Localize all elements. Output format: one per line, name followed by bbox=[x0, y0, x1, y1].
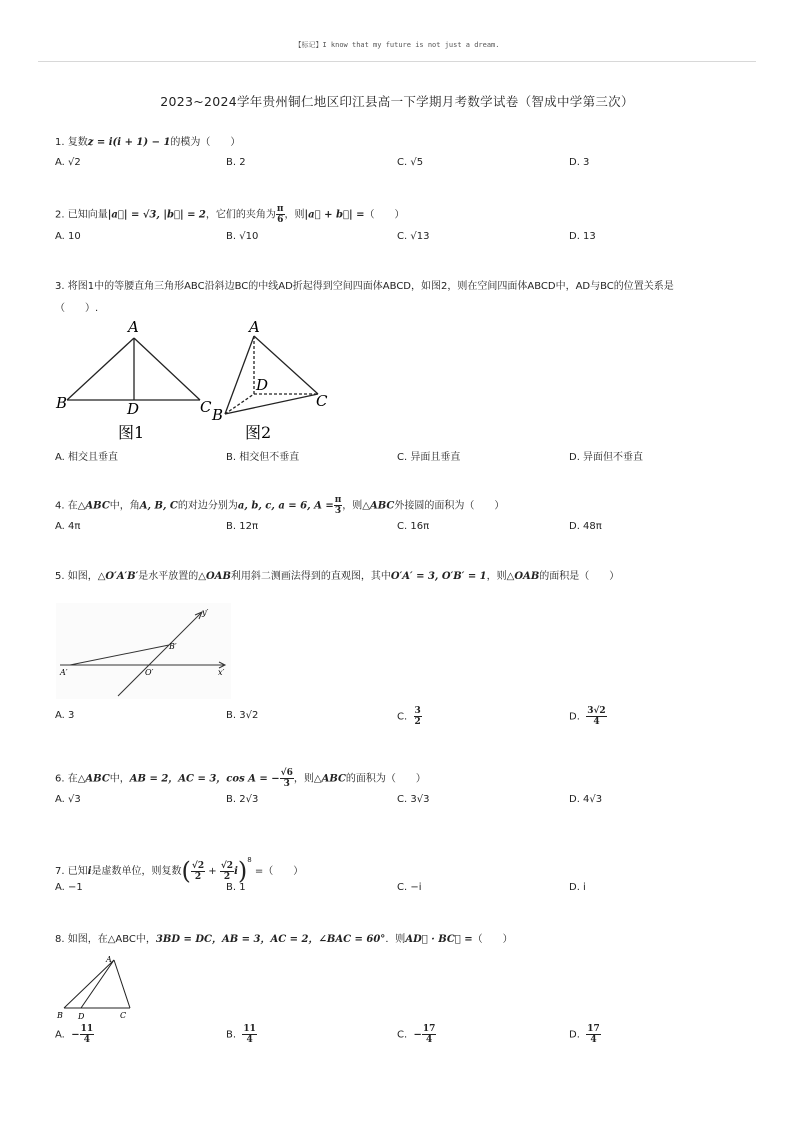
question-2-stem bbox=[55, 204, 745, 225]
q7-prefix: 7. 已知 bbox=[55, 866, 88, 877]
q3-figure-2 bbox=[225, 336, 318, 414]
header-divider bbox=[38, 61, 756, 62]
q5-math3: O′A′ = 3, O′B′ = 1 bbox=[390, 571, 487, 582]
fig5-label-a: A′ bbox=[60, 668, 68, 677]
fig8-edge-ac bbox=[114, 960, 130, 1008]
q4-option-a[interactable]: A. 4π bbox=[55, 521, 81, 532]
q7-option-a[interactable]: A. −1 bbox=[55, 882, 83, 893]
page-title: 2023~2024学年贵州铜仁地区印江县高一下学期月考数学试卷（智成中学第三次） bbox=[160, 94, 634, 109]
q2-mid2: ，则 bbox=[284, 209, 305, 221]
q5-math4: OAB bbox=[514, 571, 540, 582]
fig5-label-x: x′ bbox=[218, 668, 225, 677]
q6-math3: ABC bbox=[321, 773, 346, 785]
q7-math: i bbox=[87, 866, 92, 877]
fig2-label-d: D bbox=[256, 376, 269, 394]
q6-option-c[interactable]: C. 3√3 bbox=[397, 794, 430, 805]
q2-suffix: （ ） bbox=[364, 209, 405, 221]
q5-figure-bg bbox=[56, 603, 231, 699]
q4-math4: ABC bbox=[370, 500, 395, 512]
q5-option-b[interactable]: B. 3√2 bbox=[226, 710, 259, 721]
q7-option-b[interactable]: B. 1 bbox=[226, 882, 246, 893]
q4-option-d[interactable]: D. 48π bbox=[569, 521, 602, 532]
q6-mid2: ，则△ bbox=[293, 773, 322, 785]
q6-math: ABC bbox=[85, 773, 110, 785]
question-5-options bbox=[55, 706, 745, 736]
fig2-caption: 图2 bbox=[245, 423, 272, 442]
question-8-options bbox=[55, 1024, 745, 1054]
question-6-stem bbox=[55, 768, 745, 789]
fig1-edge-ab bbox=[67, 338, 134, 400]
fig2-label-c: C bbox=[316, 392, 328, 410]
q5-mid2: 利用斜二测画法得到的直观图，其中 bbox=[230, 571, 391, 582]
q5-mid3: ，则△ bbox=[486, 571, 515, 582]
q1-suffix: 的模为（ ） bbox=[170, 137, 241, 148]
q7-suffix: =（ ） bbox=[254, 866, 304, 877]
fig2-label-a: A bbox=[249, 318, 260, 336]
q8-option-a[interactable]: A. − $\frac{11}{4}$ bbox=[55, 1024, 94, 1045]
fig2-edge-ab bbox=[225, 336, 254, 414]
q3-figures bbox=[52, 318, 342, 446]
question-8-stem bbox=[55, 933, 745, 947]
q6-prefix: 6. 在△ bbox=[55, 773, 86, 785]
question-3-options bbox=[55, 448, 745, 478]
header-note: 【标记】I know that my future is not just a dream. bbox=[294, 41, 500, 49]
question-2-options bbox=[55, 231, 745, 261]
q8-math2: AD⃗ · BC⃗ = bbox=[405, 934, 473, 945]
q1-option-c[interactable]: C. √5 bbox=[397, 157, 424, 168]
question-1-options bbox=[55, 157, 745, 187]
q1-option-d[interactable]: D. 3 bbox=[569, 157, 590, 168]
fig8-label-c: C bbox=[120, 1011, 127, 1020]
q5-math: O′A′B′ bbox=[105, 571, 139, 582]
q2-math: |a⃗| = √3, |b⃗| = 2 bbox=[107, 209, 206, 221]
q7-option-c[interactable]: C. −i bbox=[397, 882, 422, 893]
q5-option-a[interactable]: A. 3 bbox=[55, 710, 75, 721]
q6-mid: 中， bbox=[109, 773, 130, 785]
q7-imag-unit: i bbox=[234, 866, 238, 877]
fig5-label-b: B′ bbox=[169, 642, 177, 651]
q8-figure bbox=[54, 952, 144, 1022]
q6-option-b[interactable]: B. 2√3 bbox=[226, 794, 259, 805]
fig1-edge-ac bbox=[134, 338, 200, 400]
q3-option-c[interactable]: C. 异面且垂直 bbox=[397, 452, 461, 463]
q3-option-b[interactable]: B. 相交但不垂直 bbox=[226, 452, 300, 463]
q8-suffix: （ ） bbox=[472, 934, 513, 945]
fig1-label-a: A bbox=[128, 318, 139, 336]
q8-mid: ．则 bbox=[385, 934, 406, 945]
q6-option-a[interactable]: A. √3 bbox=[55, 794, 81, 805]
q4-angle-fraction: $\frac{\pi}{3}$ bbox=[334, 495, 342, 516]
q4-suffix: 外接圆的面积为（ ） bbox=[394, 500, 505, 512]
q5-prefix: 5. 如图，△ bbox=[55, 571, 106, 582]
q3-line1: 3. 将图1中的等腰直角三角形ABC沿斜边BC的中线AD折起得到空间四面体ABCD，如图2，则在空间四面体ABCD中，AD与BC的位置关系是 bbox=[55, 281, 674, 292]
q6-cos-fraction: $\frac{√6}{3}$ bbox=[280, 768, 293, 789]
q8-option-d[interactable]: D. $\frac{17}{4}$ bbox=[569, 1024, 600, 1045]
q5-mid: 是水平放置的△ bbox=[138, 571, 206, 582]
fig8-label-b: B bbox=[57, 1011, 63, 1020]
q8-prefix: 8. 如图，在△ABC中， bbox=[55, 934, 156, 945]
fig5-label-y: y′ bbox=[202, 608, 209, 617]
q8-math: 3BD = DC，AB = 3，AC = 2，∠BAC = 60° bbox=[155, 934, 386, 945]
q2-option-b[interactable]: B. √10 bbox=[226, 231, 259, 242]
question-4-options bbox=[55, 521, 745, 551]
q4-mid3: ，则△ bbox=[342, 500, 370, 512]
q1-option-a[interactable]: A. √2 bbox=[55, 157, 81, 168]
question-3-stem bbox=[55, 280, 745, 316]
fig1-label-b: B bbox=[56, 394, 68, 412]
q5-math2: OAB bbox=[205, 571, 231, 582]
q7-mid: 是虚数单位，则复数 bbox=[91, 866, 182, 877]
fig1-caption: 图1 bbox=[118, 423, 145, 442]
q1-prefix: 1. 复数 bbox=[55, 137, 88, 148]
question-6-options bbox=[55, 794, 745, 824]
fig2-label-b: B bbox=[212, 406, 224, 424]
q2-prefix: 2. 已知向量 bbox=[55, 209, 108, 221]
q5-suffix: 的面积是（ ） bbox=[539, 571, 620, 582]
q4-math: ABC bbox=[85, 500, 110, 512]
fig1-label-d: D bbox=[127, 400, 140, 418]
q3-option-d[interactable]: D. 异面但不垂直 bbox=[569, 452, 644, 463]
q7-option-d[interactable]: D. i bbox=[569, 882, 586, 893]
q2-option-d[interactable]: D. 13 bbox=[569, 231, 596, 242]
q4-mid: 中，角 bbox=[109, 500, 140, 512]
q4-mid2: 的对边分别为 bbox=[177, 500, 238, 512]
q4-option-b[interactable]: B. 12π bbox=[226, 521, 258, 532]
fig8-segment-ad bbox=[81, 960, 114, 1008]
q8-option-c[interactable]: C. − $\frac{17}{4}$ bbox=[397, 1024, 436, 1045]
q1-option-b[interactable]: B. 2 bbox=[226, 157, 246, 168]
question-1-stem bbox=[55, 136, 745, 150]
question-7-stem: 7. 已知i是虚数单位，则复数( $\frac{√2}{2}$ + $\frac{√2}{2}$ i)$^8$ =（ ） bbox=[55, 856, 304, 885]
q4-math2: A, B, C bbox=[139, 500, 178, 512]
fig8-label-d: D bbox=[78, 1012, 85, 1021]
q2-option-a[interactable]: A. 10 bbox=[55, 231, 81, 242]
question-4-stem bbox=[55, 495, 745, 516]
q6-option-d[interactable]: D. 4√3 bbox=[569, 794, 603, 805]
q4-math3: a, b, c, a = 6, A = bbox=[237, 500, 334, 512]
q1-math: z = i(i + 1) − 1 bbox=[87, 137, 171, 148]
question-7-options bbox=[55, 882, 745, 912]
q2-angle-fraction: $\frac{\pi}{6}$ bbox=[276, 204, 284, 225]
q2-math2: |a⃗ + b⃗| = bbox=[304, 209, 365, 221]
q8-option-b[interactable]: B. $\frac{11}{4}$ bbox=[226, 1024, 256, 1045]
q5-option-d[interactable]: D. $\frac{3√2}{4}$ bbox=[569, 706, 606, 727]
fig8-label-a: A bbox=[106, 955, 112, 964]
fig1-label-c: C bbox=[200, 398, 212, 416]
fig8-edge-ab bbox=[64, 960, 114, 1008]
q5-option-c[interactable]: C. $\frac{3}{2}$ bbox=[397, 706, 421, 727]
q3-line2: （ ）. bbox=[55, 303, 99, 314]
q6-math2: AB = 2，AC = 3，cos A = − bbox=[129, 773, 280, 785]
question-5-stem bbox=[55, 570, 745, 584]
q6-suffix: 的面积为（ ） bbox=[345, 773, 426, 785]
q2-mid: ，它们的夹角为 bbox=[205, 209, 276, 221]
q2-option-c[interactable]: C. √13 bbox=[397, 231, 430, 242]
q3-figure-1 bbox=[67, 338, 200, 400]
fig5-label-o: O′ bbox=[145, 668, 154, 677]
q4-prefix: 4. 在△ bbox=[55, 500, 86, 512]
q5-figure bbox=[56, 603, 231, 699]
q7-fraction-1: $\frac{√2}{2}$ bbox=[191, 860, 205, 882]
q3-option-a[interactable]: A. 相交且垂直 bbox=[55, 452, 119, 463]
q7-exponent: 8 bbox=[247, 856, 252, 864]
q4-option-c[interactable]: C. 16π bbox=[397, 521, 430, 532]
q7-plus: + bbox=[208, 866, 217, 877]
q7-fraction-2: $\frac{√2}{2}$ bbox=[220, 860, 234, 882]
